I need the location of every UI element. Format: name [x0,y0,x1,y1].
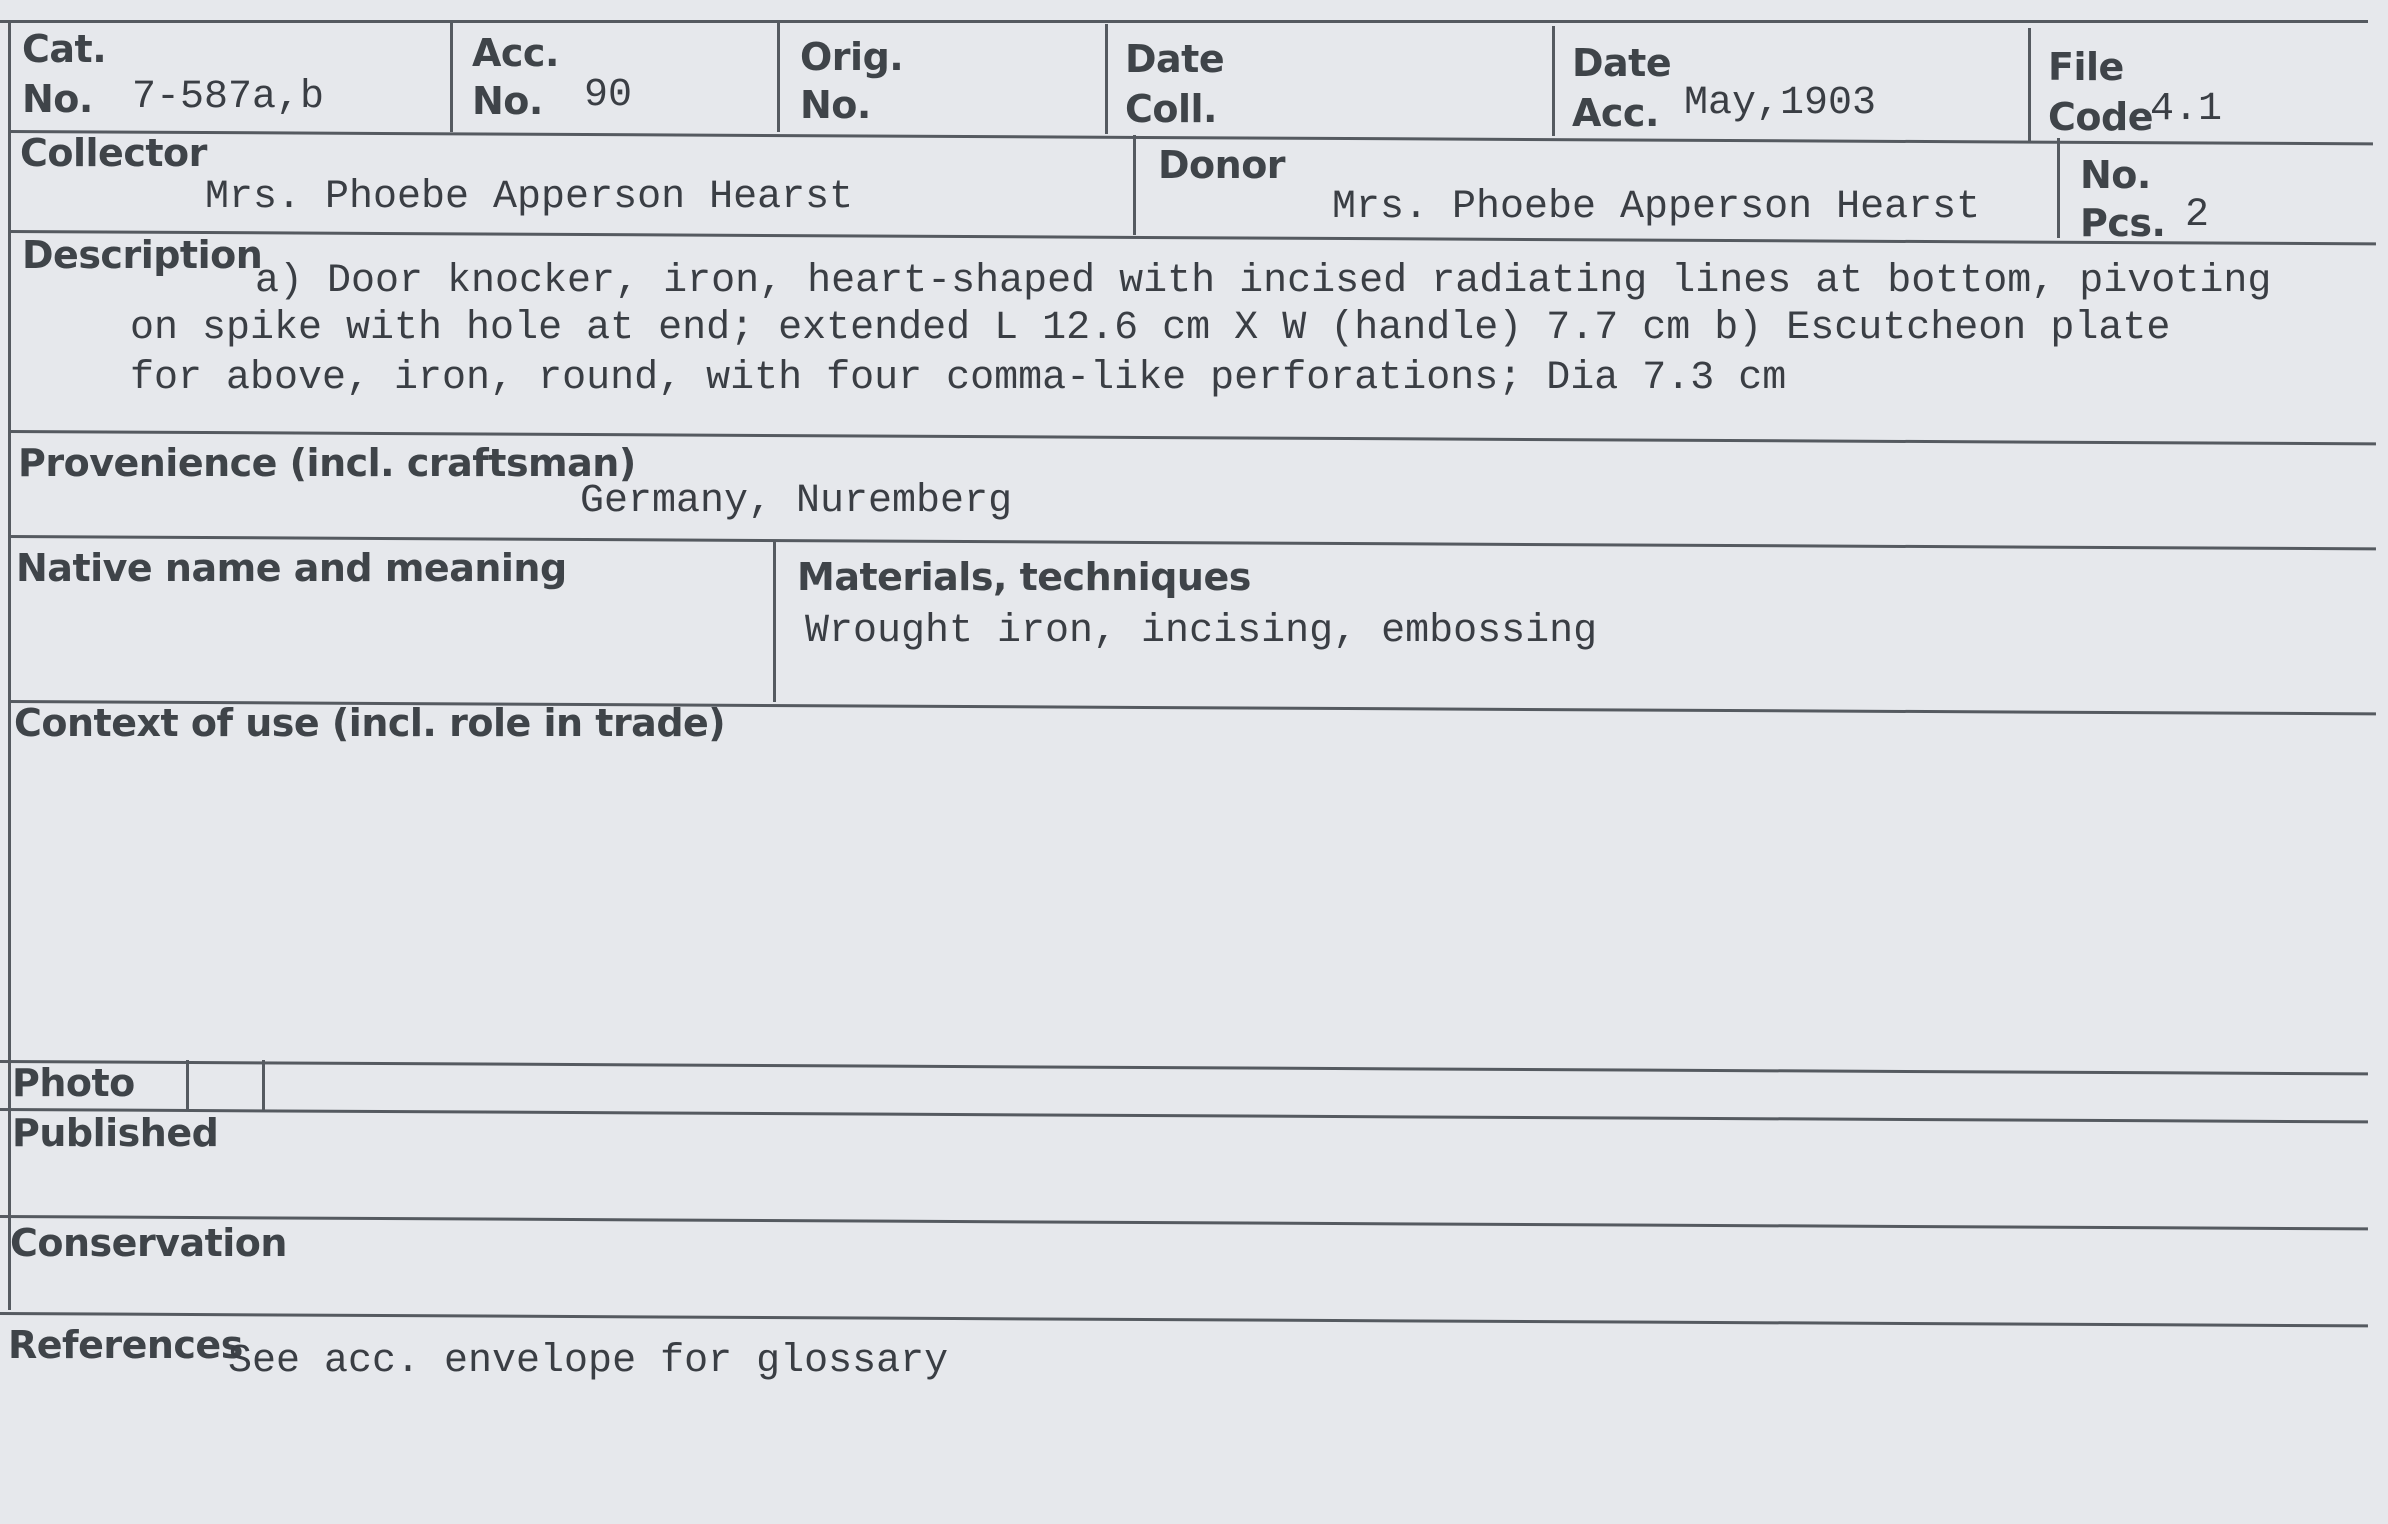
acc-no-label-1: Acc. [472,31,559,75]
rule-published-bottom [0,1215,2368,1230]
donor-value: Mrs. Phoebe Apperson Hearst [1332,185,1981,230]
file-code-value: 4.1 [2150,87,2223,132]
file-code-label-1: File [2048,45,2124,89]
conservation-label: Conservation [10,1221,287,1265]
divider-dateacc-file [2028,28,2031,142]
date-acc-label-2: Acc. [1572,91,1659,135]
description-line-1: a) Door knocker, iron, heart-shaped with incised radiating lines at bottom, pivoting [255,259,2272,304]
materials-value: Wrought iron, incising, embossing [805,609,1598,654]
orig-no-label-2: No. [800,83,871,127]
divider-acc-orig [777,22,780,132]
file-code-label-2: Code [2048,95,2153,139]
date-acc-value: May,1903 [1684,81,1877,126]
collector-value: Mrs. Phoebe Apperson Hearst [205,175,854,220]
photo-box-1 [186,1060,189,1110]
photo-box-2 [262,1060,265,1110]
description-line-3: for above, iron, round, with four comma-like perforations; Dia 7.3 cm [130,356,1787,401]
donor-label: Donor [1158,143,1286,187]
divider-datecoll-dateacc [1552,26,1555,136]
references-value: See acc. envelope for glossary [228,1339,949,1384]
orig-no-label-1: Orig. [800,35,904,79]
description-label: Description [22,233,263,277]
date-coll-label-2: Coll. [1125,87,1217,131]
no-pcs-label-1: No. [2080,153,2151,197]
divider-cat-acc [450,20,453,132]
published-label: Published [12,1111,219,1155]
divider-collector-donor [1133,135,1136,235]
no-pcs-label-2: Pcs. [2080,201,2166,245]
cat-no-label-2: No. [22,77,93,121]
divider-native-materials [773,540,776,702]
date-acc-label-1: Date [1572,41,1672,85]
references-label: References [8,1323,243,1367]
divider-orig-datecoll [1105,24,1108,134]
provenience-label: Provenience (incl. craftsman) [18,441,636,485]
cat-no-value: 7-587a,b [132,75,325,120]
cat-no-label-1: Cat. [22,27,107,71]
rule-left [8,20,11,1310]
rule-photo-bottom [0,1108,2368,1123]
no-pcs-value: 2 [2185,193,2210,238]
description-line-2: on spike with hole at end; extended L 12.6 cm X W (handle) 7.7 cm b) Escutcheon plate [130,306,2171,351]
context-label: Context of use (incl. role in trade) [14,701,726,745]
rule-collector-bottom [8,230,2376,245]
rule-conservation-bottom [0,1312,2368,1327]
provenience-value: Germany, Nuremberg [580,479,1013,524]
date-coll-label-1: Date [1125,37,1225,81]
rule-top [0,20,2368,23]
native-name-label: Native name and meaning [16,546,567,590]
divider-donor-pcs [2057,138,2060,238]
rule-context-bottom [0,1060,2368,1075]
collector-label: Collector [20,131,207,175]
acc-no-value: 90 [584,73,633,118]
acc-no-label-2: No. [472,79,543,123]
materials-label: Materials, techniques [797,555,1251,599]
photo-label: Photo [12,1061,135,1105]
